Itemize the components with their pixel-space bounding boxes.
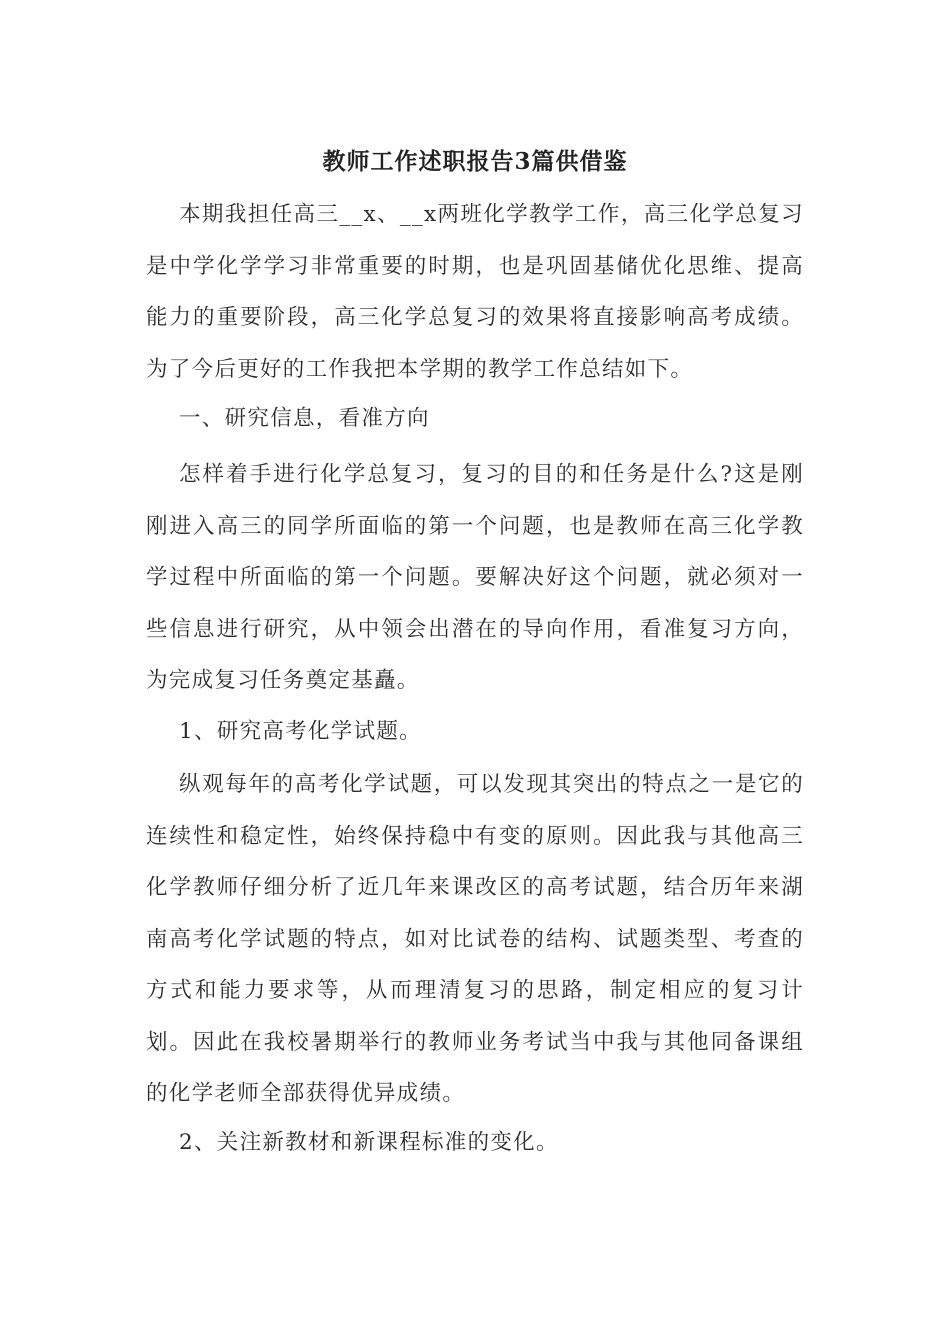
section-1-paragraph: 怎样着手进行化学总复习，复习的目的和任务是什么?这是刚刚进入高三的同学所面临的第一个问题，也是教师在高三化学教学过程中所面临的第一个问题。要解决好这个问题，就必须对一些信息进行研究，从中领会出潜在的导向作用，看准复习方向，为完成复习任务奠定基矗。 (146, 462, 804, 693)
subsection-heading-2: 2、关注新教材和新课程标准的变化。 (179, 1130, 559, 1155)
intro-paragraph: 本期我担任高三__x、__x两班化学教学工作，高三化学总复习是中学化学学习非常重要的时期，也是巩固基储优化思维、提高能力的重要阶段，高三化学总复习的效果将直接影响高考成绩。为了今后更好的工作我把本学期的教学工作总结如下。 (146, 202, 804, 382)
subsection-1-paragraph: 纵观每年的高考化学试题，可以发现其突出的特点之一是它的连续性和稳定性，始终保持稳中有变的原则。因此我与其他高三化学教师仔细分析了近几年来课改区的高考试题，结合历年来湖南高考化学试题的特点，如对比试卷的结构、试题类型、考查的方式和能力要求等，从而理清复习的思路，制定相应的复习计划。因此在我校暑期举行的教师业务考试当中我与其他同备课组的化学老师全部获得优异成绩。 (146, 772, 804, 1106)
section-heading-1: 一、研究信息，看准方向 (179, 406, 430, 431)
document-title: 教师工作述职报告3篇供借鉴 (322, 148, 628, 175)
subsection-heading-1: 1、研究高考化学试题。 (179, 719, 422, 744)
